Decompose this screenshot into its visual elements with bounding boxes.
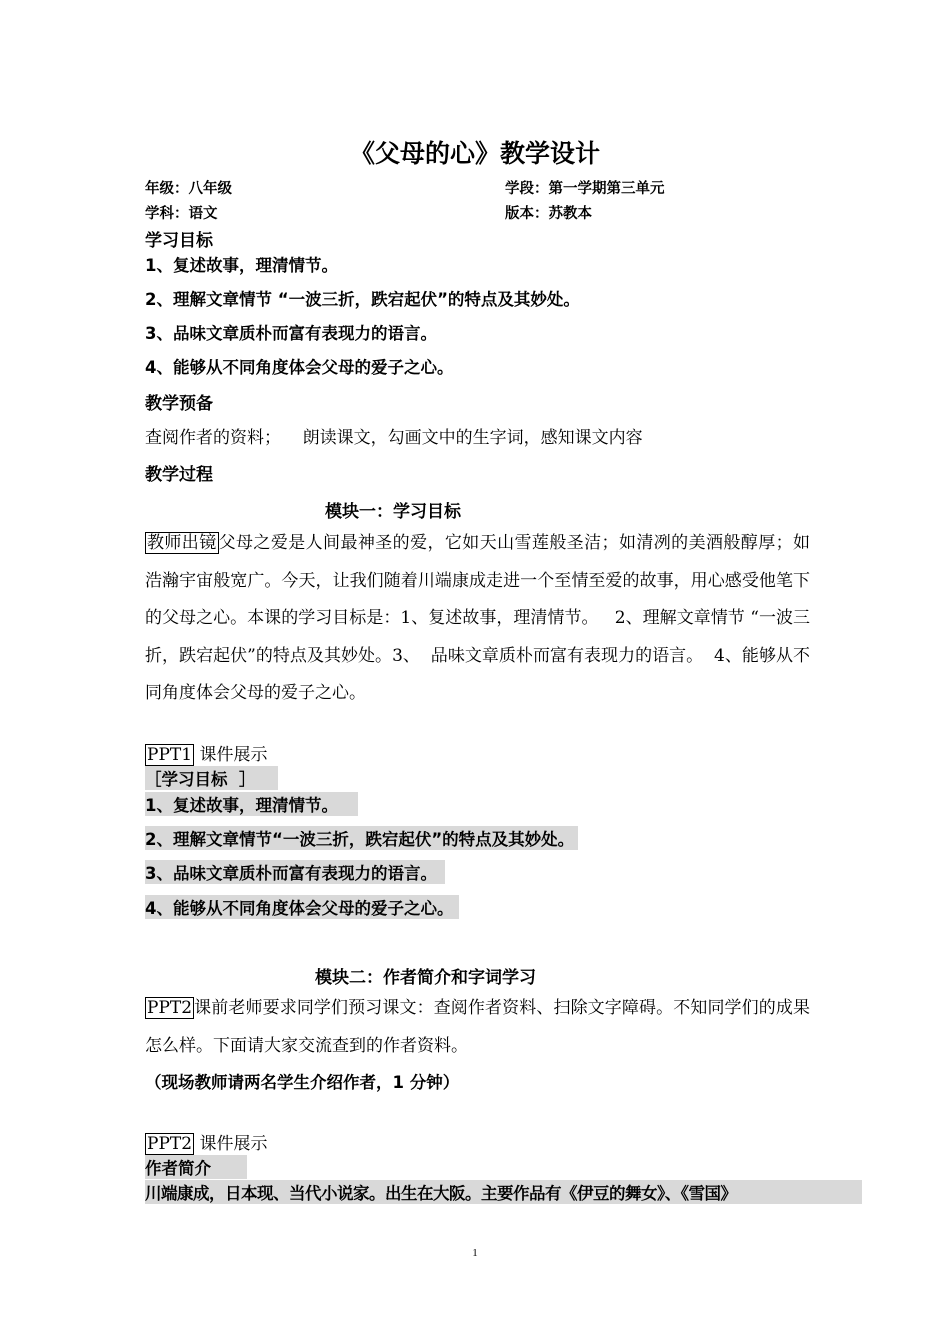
objective-item: 1、复述故事，理清情节。: [145, 256, 338, 275]
ppt2-line: [145, 1129, 267, 1154]
grade-label: 年级：八年级: [145, 181, 232, 197]
term-label: 学段：第一学期第三单元: [505, 181, 665, 197]
objective-item: 4、能够从不同角度体会父母的爱子之心。: [145, 358, 454, 377]
ppt1-item: 3、品味文章质朴而富有表现力的语言。: [145, 860, 445, 884]
objective-item: 2、理解文章情节 “一波三折，跌宕起伏”的特点及其妙处。: [145, 290, 580, 309]
objectives-heading: 学习目标: [145, 231, 213, 251]
module2-heading: 模块二：作者简介和字词学习: [315, 968, 536, 988]
module2-text: 课前老师要求同学们预习课文：查阅作者资料、扫除文字障碍。不知同学们的成果怎么样。下面请大家交流查到的作者资料。: [145, 998, 810, 1056]
document-title: 《父母的心》教学设计: [349, 139, 600, 168]
ppt2-box-heading: 作者简介: [145, 1155, 247, 1179]
ppt1-item: 1、复述故事，理清情节。: [145, 792, 358, 816]
prep-text: 查阅作者的资料； 朗读课文，勾画文中的生字词，感知课文内容: [145, 428, 643, 448]
subject-label: 学科：语文: [145, 206, 218, 222]
author-intro-text: 川端康成，日本现、当代小说家。出生在大阪。主要作品有《伊豆的舞女》、《雪国》: [145, 1180, 862, 1204]
page-number: 1: [472, 1247, 478, 1259]
ppt1-item: 2、理解文章情节“一波三折，跌宕起伏”的特点及其妙处。: [145, 826, 578, 850]
ppt1-item: 4、能够从不同角度体会父母的爱子之心。: [145, 895, 459, 919]
ppt2-label: 课件展示: [199, 1134, 268, 1154]
ppt2-tag: PPT2: [147, 998, 193, 1018]
module2-note: （现场教师请两名学生介绍作者，1 分钟）: [145, 1073, 460, 1092]
prep-heading: 教学预备: [145, 394, 213, 414]
objective-item: 3、品味文章质朴而富有表现力的语言。: [145, 324, 437, 343]
teacher-on-camera-tag: 教师出镜: [147, 533, 217, 553]
ppt2-tag: PPT2: [147, 1134, 193, 1154]
ppt1-label: 课件展示: [199, 745, 268, 765]
edition-label: 版本：苏教本: [505, 206, 592, 222]
ppt1-box-heading: ［学习目标 ］: [145, 766, 278, 790]
process-heading: 教学过程: [145, 465, 213, 485]
module1-heading: 模块一：学习目标: [325, 502, 461, 522]
module2-paragraph: [145, 990, 810, 1065]
ppt1-line: [145, 740, 267, 765]
module1-text: 父母之爱是人间最神圣的爱，它如天山雪莲般圣洁；如清冽的美酒般醇厚；如浩瀚宇宙般宽广。今天，让我们随着川端康成走进一个至情至爱的故事，用心感受他笔下的父母之心。本课的学习目标是：1、复述故事，理清情节。 2、理解文章情节 “一波三折，跌宕起伏”的特点及其妙处。3、 品味文章质朴而富有表现力的语言。 4、能够从不同角度体会父母的爱子之心。: [145, 533, 811, 703]
ppt1-tag: PPT1: [147, 745, 193, 765]
module1-paragraph: [145, 525, 810, 713]
